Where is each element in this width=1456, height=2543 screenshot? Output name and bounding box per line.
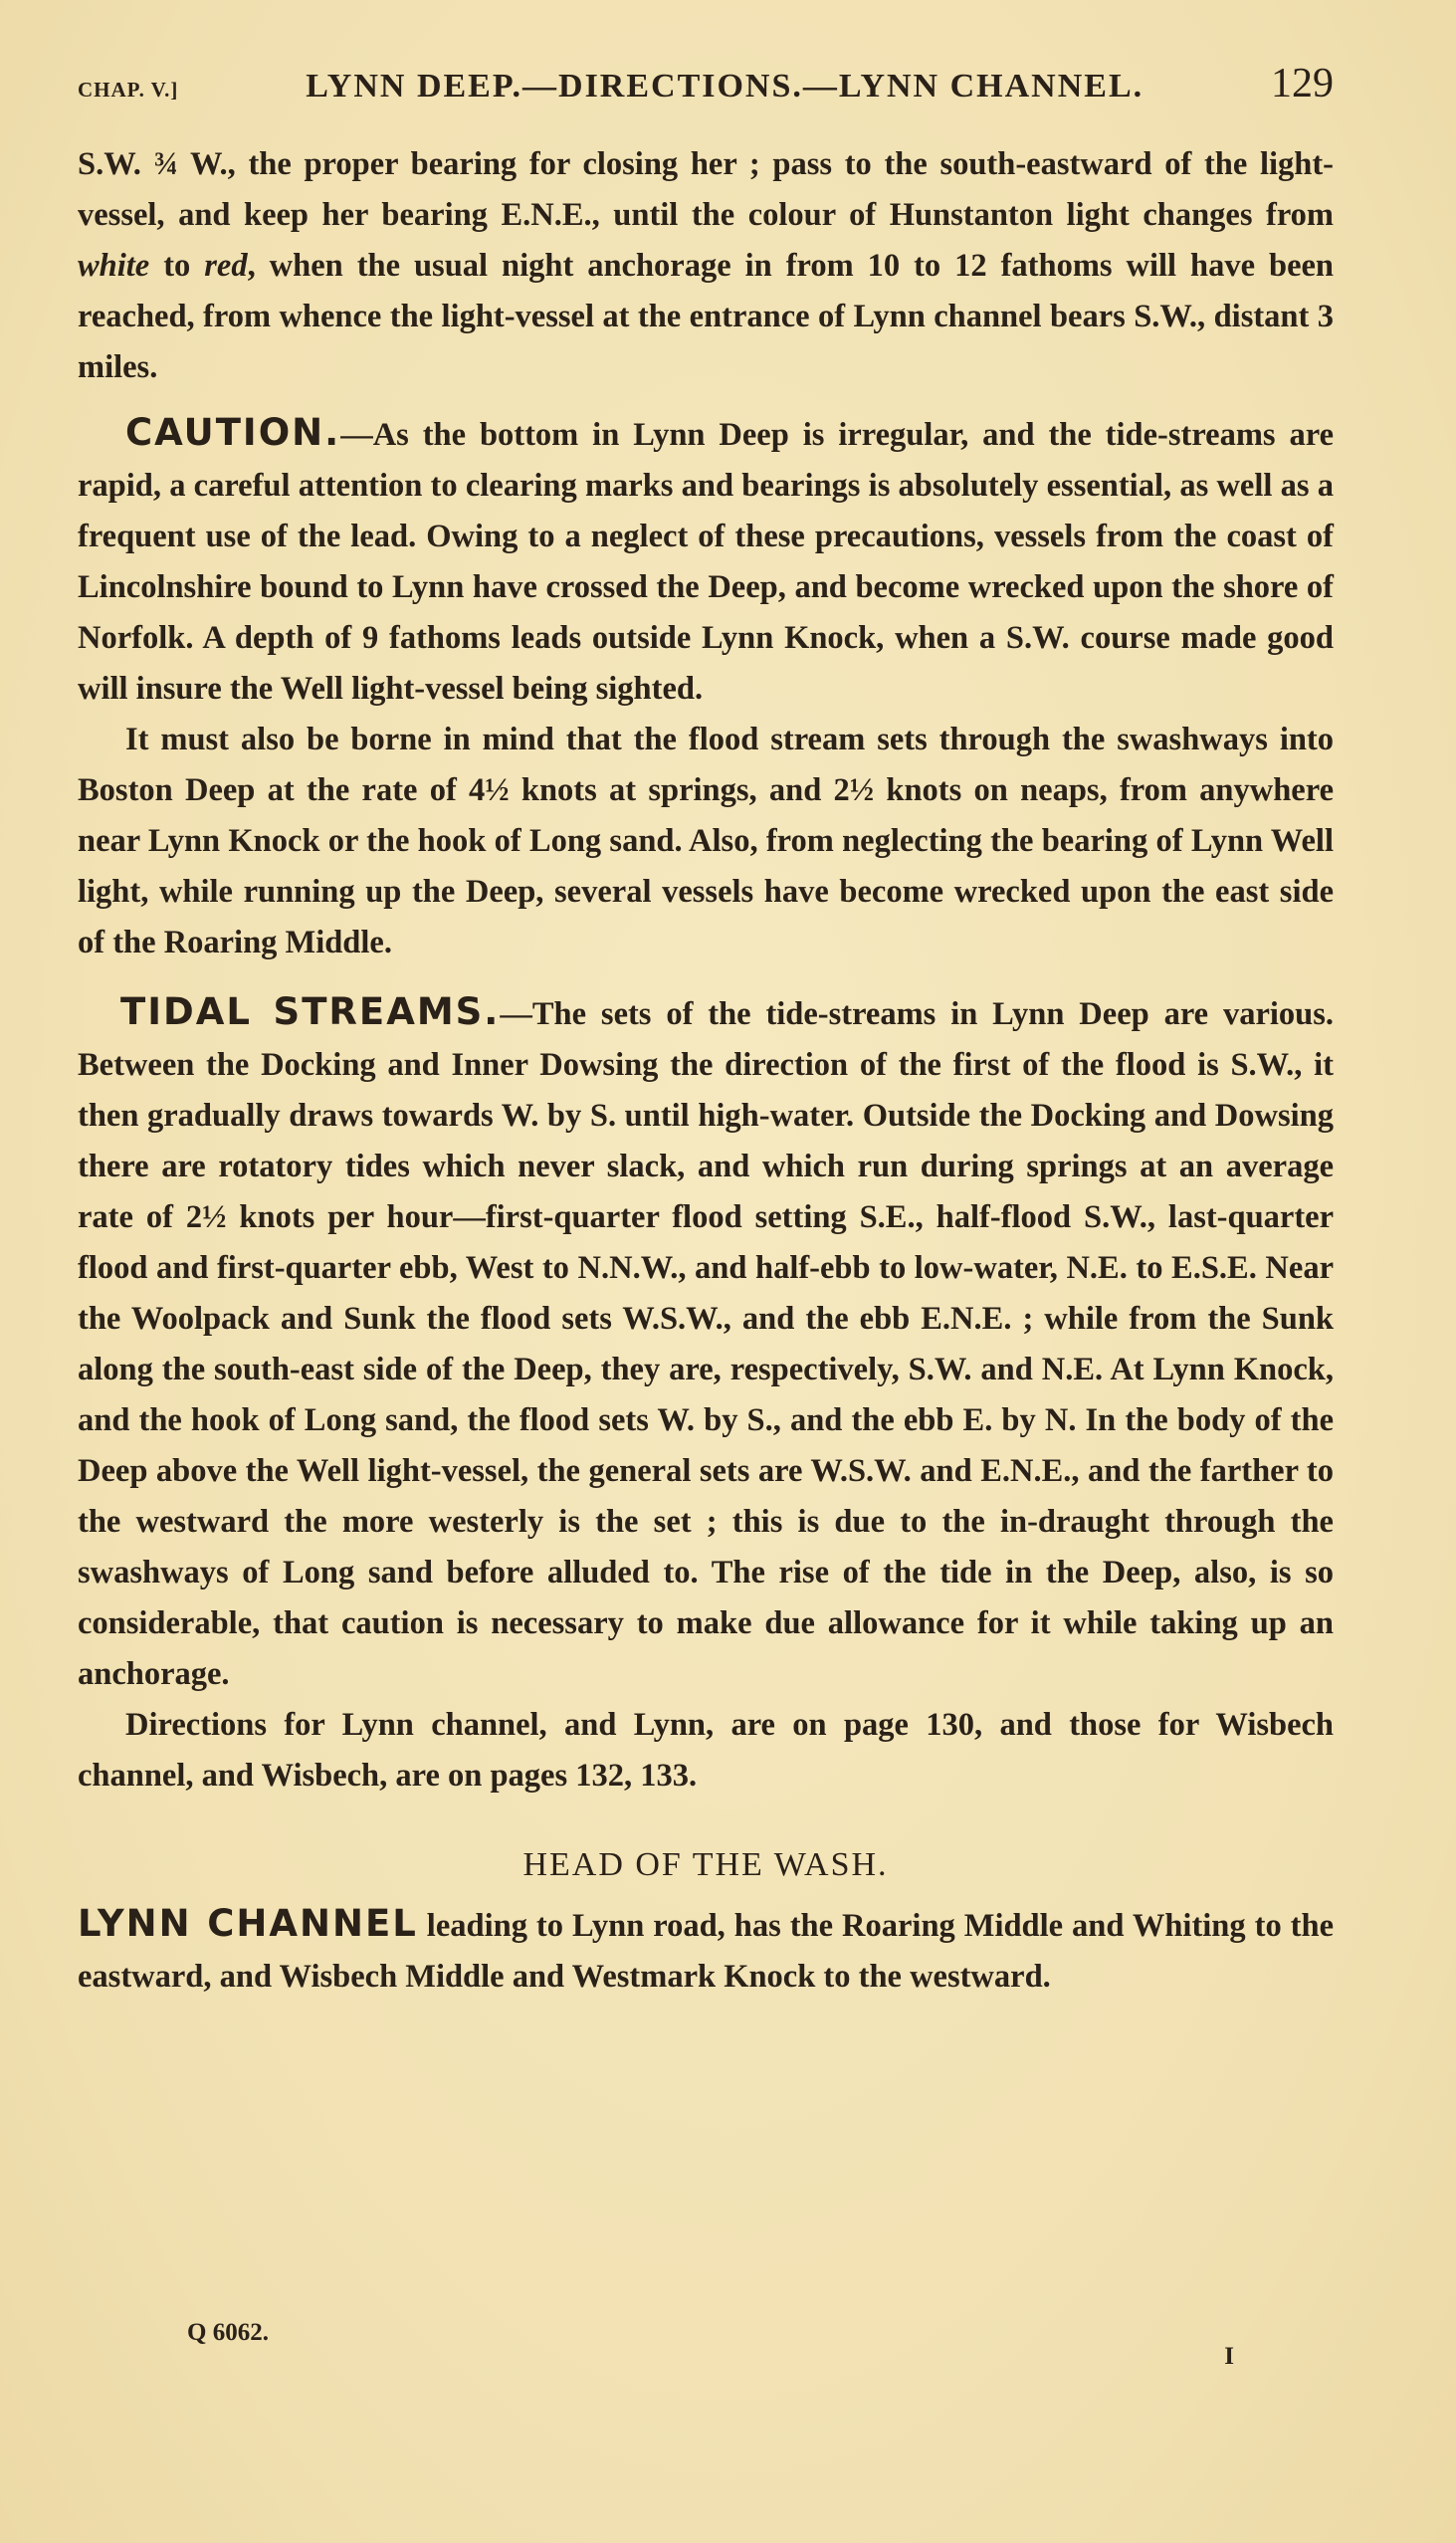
emphasis-white: white	[78, 248, 150, 284]
paragraph-anchorage	[78, 139, 1334, 393]
tidal-streams-heading: TIDAL STREAMS.	[120, 990, 501, 1033]
page-number: 129	[1270, 61, 1334, 106]
tidal-streams-text: —The sets of the tide-streams in Lynn Deep are various. Between the Docking and Inner Dowsing the direction of the first of the flood is S.W., it then gradually draws towards W. by S. until high-water. Outside the Docking and Dowsing there are rotatory tides which never slack, and which run during springs at an average rate of 2½ knots per hour—first-quarter flood setting S.E., half-flood S.W., last-quarter flood and first-quarter ebb, West to N.N.W., and half-ebb to low-water, N.E. to E.S.E. Near the Woolpack and Sunk the flood sets W.S.W., and the ebb E.N.E. ; while from the Sunk along the south-east side of the Deep, they are, respectively, S.W. and N.E. At Lynn Knock, and the hook of Long sand, the flood sets W. by S., and the ebb E. by N. In the body of the Deep above the Well light-vessel, the general sets are W.S.W. and E.N.E., and the farther to the westward the more westerly is the set ; this is due to the in-draught through the swashways of Long sand before alluded to. The rise of the tide in the Deep, also, is so considerable, that caution is necessary to make due allowance for it while taking up an anchorage.	[78, 996, 1334, 1692]
chapter-label: CHAP. V.]	[78, 78, 179, 102]
running-header	[78, 60, 1334, 115]
lynn-channel-text: leading to Lynn road, has the Roaring Middle and Whiting to the eastward, and Wisbech Middle and Westmark Knock to the westward.	[78, 1908, 1334, 1995]
signature-mark-q: Q 6062.	[187, 2319, 269, 2346]
emphasis-red: red	[204, 248, 248, 284]
paragraph-flood-stream: It must also be borne in mind that the flood stream sets through the swashways into Boston Deep at the rate of 4½ knots at springs, and 2½ knots on neaps, from anywhere near Lynn Knock or the hook of Long sand. Also, from neglecting the bearing of Lynn Well light, while running up the Deep, several vessels have become wrecked upon the east side of the Roaring Middle.	[78, 722, 1334, 960]
paragraph-directions-reference: Directions for Lynn channel, and Lynn, are on page 130, and those for Wisbech channel, and Wisbech, are on pages 132, 133.	[78, 1707, 1334, 1794]
paragraph-lynn-channel	[78, 1898, 1334, 2003]
paragraph-tidal-streams	[78, 986, 1334, 1700]
running-title: LYNN DEEP.—DIRECTIONS.—LYNN CHANNEL.	[306, 68, 1144, 105]
paragraph-anchorage-text-2: to	[149, 248, 205, 284]
caution-text: —As the bottom in Lynn Deep is irregular, and the tide-streams are rapid, a careful attention to clearing marks and bearings is absolutely essential, as well as a frequent use of the lead. Owing to a neglect of these precautions, vessels from the coast of Lincolnshire bound to Lynn have crossed the Deep, and become wrecked upon the shore of Norfolk. A depth of 9 fathoms leads outside Lynn Knock, when a S.W. course made good will insure the Well light-vessel being sighted.	[78, 417, 1334, 707]
caution-heading: CAUTION.	[125, 411, 341, 454]
page-footer	[78, 2319, 1334, 2371]
lynn-channel-heading: LYNN CHANNEL	[78, 1902, 418, 1945]
paragraph-anchorage-text-3: , when the usual night anchorage in from 10 to 12 fathoms will have been reached, from whence the light-vessel at the entrance of Lynn channel bears S.W., distant 3 miles.	[78, 248, 1334, 385]
paragraph-anchorage-text-1: S.W. ¾ W., the proper bearing for closing her ; pass to the south-eastward of the light-vessel, and keep her bearing E.N.E., until the colour of Hunstanton light changes from	[78, 146, 1334, 233]
signature-mark-i: I	[1224, 2343, 1234, 2370]
paragraph-caution	[78, 407, 1334, 715]
section-heading: HEAD OF THE WASH.	[522, 1846, 889, 1883]
page-body	[78, 139, 1334, 2003]
